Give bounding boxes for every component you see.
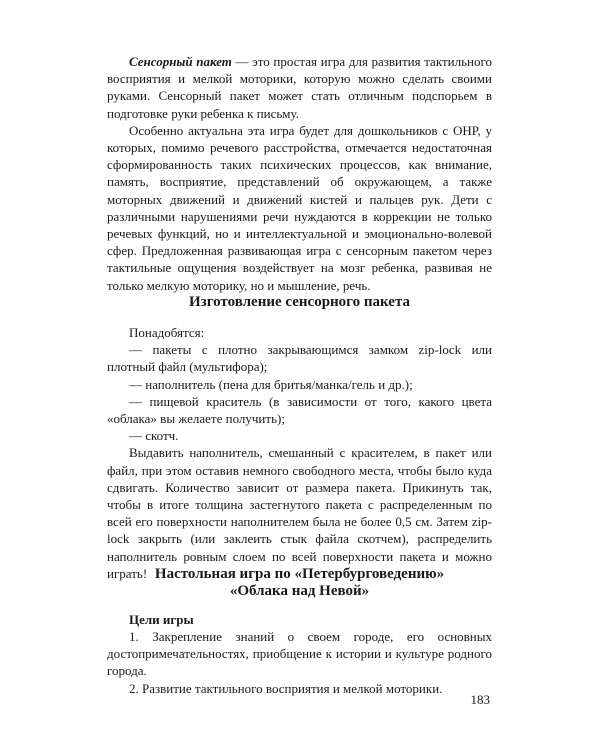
intro-paragraph-1-text: — это простая игра для развития тактильного восприятия и мелкой моторики, которую можно сделать своими руками. Сенсорный пакет может стать отличным подспорьем в подготовке руки ребенка к письму.: [107, 54, 492, 121]
materials-item: — пищевой краситель (в зависимости от того, какого цвета «облака» вы желаете получить);: [107, 393, 492, 427]
goals-block: [107, 611, 492, 697]
game-title-line-1: Настольная игра по «Петербурговедению»: [154, 566, 445, 582]
term-sensory-bag: Сенсорный пакет: [129, 54, 232, 69]
page-number: 183: [470, 692, 490, 707]
materials-intro: Понадобятся:: [129, 325, 205, 340]
materials-block: [107, 324, 492, 582]
intro-block: [107, 53, 492, 294]
materials-item: — пакеты с плотно закрывающимся замком zip-lock или плотный файл (мультифора);: [107, 342, 492, 375]
goal-item: 1. Закрепление знаний о своем городе, его основных достопримечательностях, приобщение к истории и культуре родного города.: [107, 629, 492, 679]
section-heading-making: Изготовление сенсорного пакета: [189, 294, 410, 310]
materials-item: — наполнитель (пена для бритья/манка/гель и др.);: [129, 376, 413, 392]
intro-paragraph-1: [107, 53, 492, 122]
section-heading-game: [107, 566, 492, 600]
game-title-line-2: «Облака над Невой»: [229, 583, 370, 599]
goal-item: 2. Развитие тактильного восприятия и мелкой моторики.: [129, 680, 443, 696]
materials-item: — скотч.: [129, 428, 179, 444]
intro-paragraph-2: Особенно актуальна эта игра будет для дошкольников с ОНР, у которых, помимо речевого расстройства, отмечается недостаточная сформированность таких психических процессов, как внимание, память, восприятие, представлений об окружающем, а также моторных движений и движений кистей и пальцев рук. Дети с различными нарушениями речи нуждаются в коррекции не только речевых функций, но и интеллектуальной и эмоционально-волевой сфер. Предложенная развивающая игра с сенсорным пакетом через тактильные ощущения воздействует на мозг ребенка, развивая не только мелкую моторику, но и мышление, речь.: [107, 122, 492, 293]
goals-subheading: Цели игры: [129, 612, 194, 627]
instructions-paragraph: Выдавить наполнитель, смешанный с красителем, в пакет или файл, при этом оставив немного свободного места, чтобы было куда сдвигать. Количество зависит от размера пакета. Прикинуть так, чтобы в итоге толщина застегнутого пакета с распределенным по всей его поверхности наполнителем была не более 0,5 см. Затем zip-lock закрыть (или заклеить стык файла скотчем), распределить наполнитель ровным слоем по всей поверхности пакета и можно играть!: [107, 445, 492, 581]
